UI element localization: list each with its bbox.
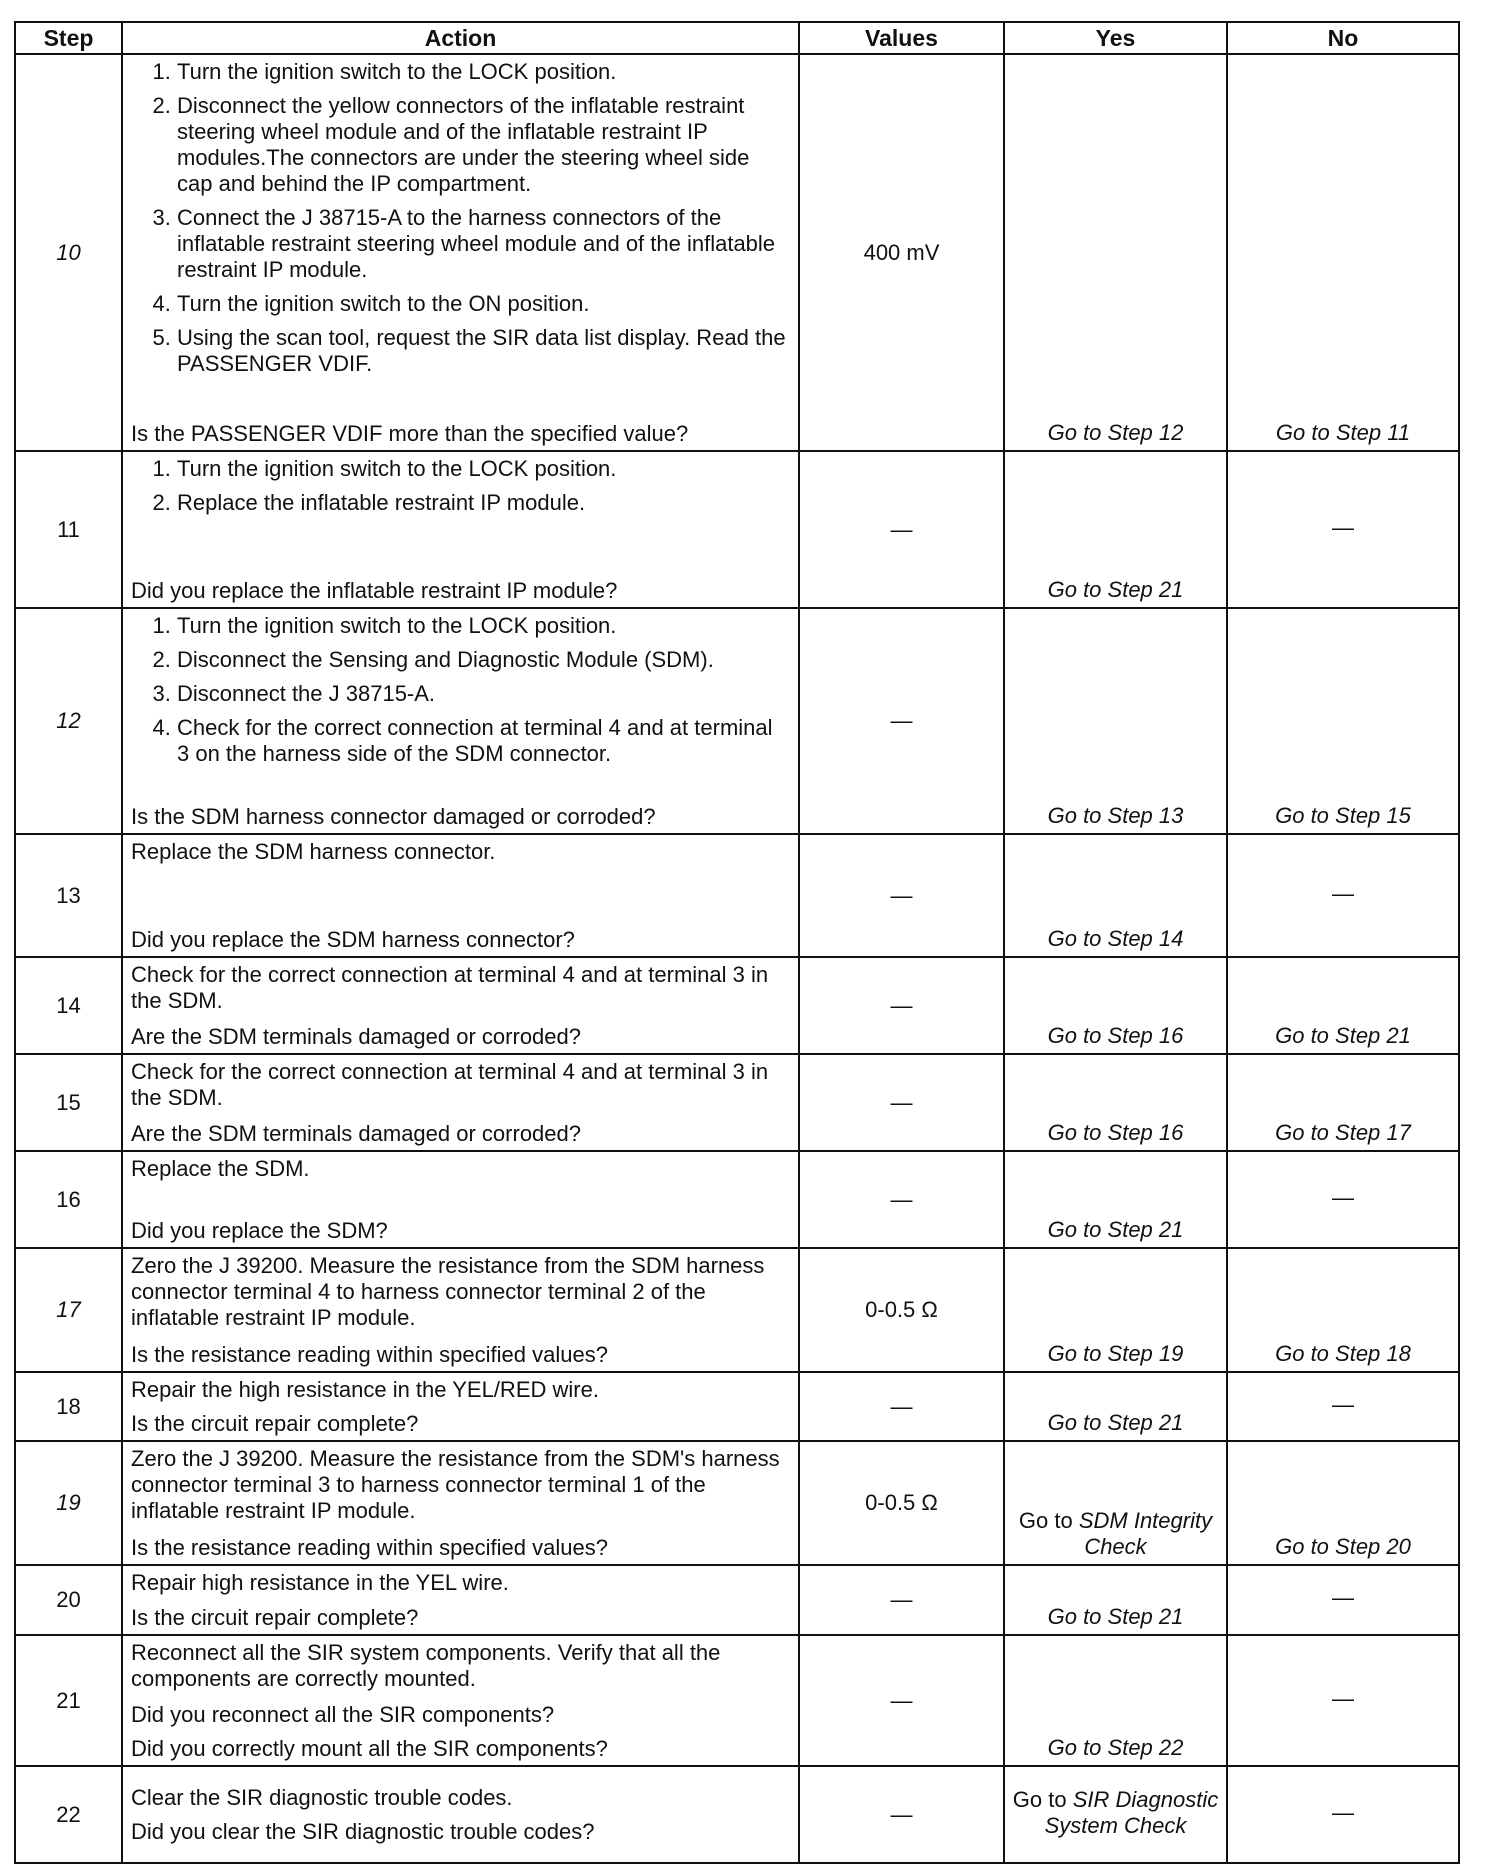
action-cell [122,1441,799,1565]
action-list [131,59,790,385]
yes-cell: Go to Step 21 [1004,1372,1227,1441]
action-list [131,456,790,524]
yes-link-text: SDM Integrity Check [1078,1508,1213,1559]
action-question: Is the SDM harness connector damaged or corroded? [131,804,656,829]
action-question: Are the SDM terminals damaged or corroded? [131,1024,581,1049]
value-cell: — [799,1565,1004,1635]
table-row [15,1151,1459,1248]
action-question-2: Did you correctly mount all the SIR components? [131,1736,608,1761]
step-number: 15 [15,1054,122,1151]
value-cell: 0-0.5 Ω [799,1248,1004,1372]
value-cell: — [799,608,1004,834]
action-question: Did you replace the SDM harness connector? [131,927,575,952]
step-number: 16 [15,1151,122,1248]
action-question: Are the SDM terminals damaged or corroded? [131,1121,581,1146]
no-cell: Go to Step 21 [1227,957,1459,1054]
table-row [15,608,1459,834]
action-question: Is the resistance reading within specified values? [131,1342,608,1367]
value-cell: — [799,1635,1004,1766]
action-text: Check for the correct connection at terminal 4 and at terminal 3 in the SDM. [131,1059,769,1110]
diagnostic-table [14,21,1460,1864]
value-cell: — [799,1151,1004,1248]
yes-prefix: Go to [1012,1786,1067,1812]
table-row [15,1766,1459,1863]
action-cell [122,1054,799,1151]
table-row [15,957,1459,1054]
yes-cell [1004,1766,1227,1863]
action-question: Did you reconnect all the SIR components? [131,1702,555,1727]
yes-prefix: Go to [1018,1508,1073,1533]
table-row [15,1054,1459,1151]
action-item: 2. Disconnect the Sensing and Diagnostic Module (SDM). [177,647,790,673]
action-question: Did you replace the inflatable restraint IP module? [131,578,618,603]
action-item: 2. Replace the inflatable restraint IP module. [177,490,790,516]
value-cell: — [799,834,1004,957]
no-cell: — [1227,451,1459,608]
value-cell: — [799,1054,1004,1151]
no-cell: Go to Step 17 [1227,1054,1459,1151]
table-row [15,54,1459,451]
header-no: No [1227,22,1459,54]
action-text: Replace the SDM harness connector. [131,839,496,864]
action-cell [122,1248,799,1372]
action-text: Zero the J 39200. Measure the resistance from the SDM's harness connector terminal 3 to harness connector terminal 1 of the inflatable restraint IP module. [131,1446,780,1523]
value-cell: — [799,451,1004,608]
table-row [15,1635,1459,1766]
step-number: 20 [15,1565,122,1635]
step-number: 17 [15,1248,122,1372]
step-number: 12 [15,608,122,834]
value-cell: 400 mV [799,54,1004,451]
action-cell [122,608,799,834]
no-cell: Go to Step 11 [1227,54,1459,451]
value-cell: — [799,1766,1004,1863]
action-text: Repair high resistance in the YEL wire. [131,1570,509,1595]
no-cell: — [1227,1372,1459,1441]
no-cell: — [1227,1565,1459,1635]
table-row [15,1372,1459,1441]
no-cell: Go to Step 18 [1227,1248,1459,1372]
yes-cell: Go to Step 21 [1004,1565,1227,1635]
action-item: 4. Turn the ignition switch to the ON position. [177,291,790,317]
yes-cell: Go to Step 13 [1004,608,1227,834]
step-number: 14 [15,957,122,1054]
yes-cell: Go to Step 22 [1004,1635,1227,1766]
action-text: Repair the high resistance in the YEL/RED wire. [131,1377,599,1402]
action-cell [122,834,799,957]
action-item: 4. Check for the correct connection at terminal 4 and at terminal 3 on the harness side of the SDM connector. [177,715,790,767]
header-values: Values [799,22,1004,54]
action-item: 5. Using the scan tool, request the SIR data list display. Read the PASSENGER VDIF. [177,325,790,377]
yes-cell: Go to Step 19 [1004,1248,1227,1372]
step-number: 21 [15,1635,122,1766]
action-question: Did you clear the SIR diagnostic trouble codes? [131,1819,595,1844]
action-list [131,613,790,775]
action-question: Is the PASSENGER VDIF more than the specified value? [131,421,689,446]
action-item: 3. Disconnect the J 38715-A. [177,681,790,707]
action-cell [122,1565,799,1635]
step-number: 22 [15,1766,122,1863]
action-text: Replace the SDM. [131,1156,310,1181]
action-item: 3. Connect the J 38715-A to the harness connectors of the inflatable restraint steering wheel module and of the inflatable restraint IP module. [177,205,790,283]
table-row [15,1441,1459,1565]
yes-link-text: SIR Diagnostic System Check [1044,1786,1219,1838]
action-cell [122,957,799,1054]
action-question: Is the resistance reading within specified values? [131,1535,608,1560]
yes-cell: Go to Step 16 [1004,1054,1227,1151]
action-cell [122,1151,799,1248]
header-yes: Yes [1004,22,1227,54]
table-row [15,451,1459,608]
action-item: 1. Turn the ignition switch to the LOCK position. [177,59,790,85]
action-text: Clear the SIR diagnostic trouble codes. [131,1785,513,1810]
header-row [15,22,1459,54]
no-cell: — [1227,1151,1459,1248]
step-number: 13 [15,834,122,957]
action-question: Is the circuit repair complete? [131,1411,419,1436]
step-number: 10 [15,54,122,451]
action-cell [122,54,799,451]
header-action: Action [122,22,799,54]
action-question: Did you replace the SDM? [131,1218,388,1243]
yes-cell [1004,1441,1227,1565]
yes-cell: Go to Step 21 [1004,1151,1227,1248]
action-item: 1. Turn the ignition switch to the LOCK position. [177,456,790,482]
yes-cell: Go to Step 21 [1004,451,1227,608]
no-cell: — [1227,1766,1459,1863]
table-row [15,834,1459,957]
table-row [15,1565,1459,1635]
value-cell: — [799,1372,1004,1441]
action-cell [122,451,799,608]
action-cell [122,1372,799,1441]
action-text: Zero the J 39200. Measure the resistance from the SDM harness connector terminal 4 to harness connector terminal 2 of the inflatable restraint IP module. [131,1253,765,1330]
value-cell: 0-0.5 Ω [799,1441,1004,1565]
header-step: Step [15,22,122,54]
action-cell [122,1635,799,1766]
yes-cell: Go to Step 16 [1004,957,1227,1054]
step-number: 18 [15,1372,122,1441]
no-cell: Go to Step 20 [1227,1441,1459,1565]
action-text: Check for the correct connection at terminal 4 and at terminal 3 in the SDM. [131,962,769,1013]
no-cell: — [1227,834,1459,957]
action-cell [122,1766,799,1863]
yes-cell: Go to Step 14 [1004,834,1227,957]
no-cell: — [1227,1635,1459,1766]
no-cell: Go to Step 15 [1227,608,1459,834]
step-number: 11 [15,451,122,608]
table-row [15,1248,1459,1372]
action-item: 1. Turn the ignition switch to the LOCK position. [177,613,790,639]
yes-cell: Go to Step 12 [1004,54,1227,451]
action-item: 2. Disconnect the yellow connectors of the inflatable restraint steering wheel module and of the inflatable restraint IP modules.The connectors are under the steering wheel side cap and behind the IP compartment. [177,93,790,197]
value-cell: — [799,957,1004,1054]
diagnostic-table-sheet [14,21,1458,1844]
step-number: 19 [15,1441,122,1565]
action-text: Reconnect all the SIR system components. Verify that all the components are correctly mounted. [131,1640,721,1691]
action-question: Is the circuit repair complete? [131,1605,419,1630]
